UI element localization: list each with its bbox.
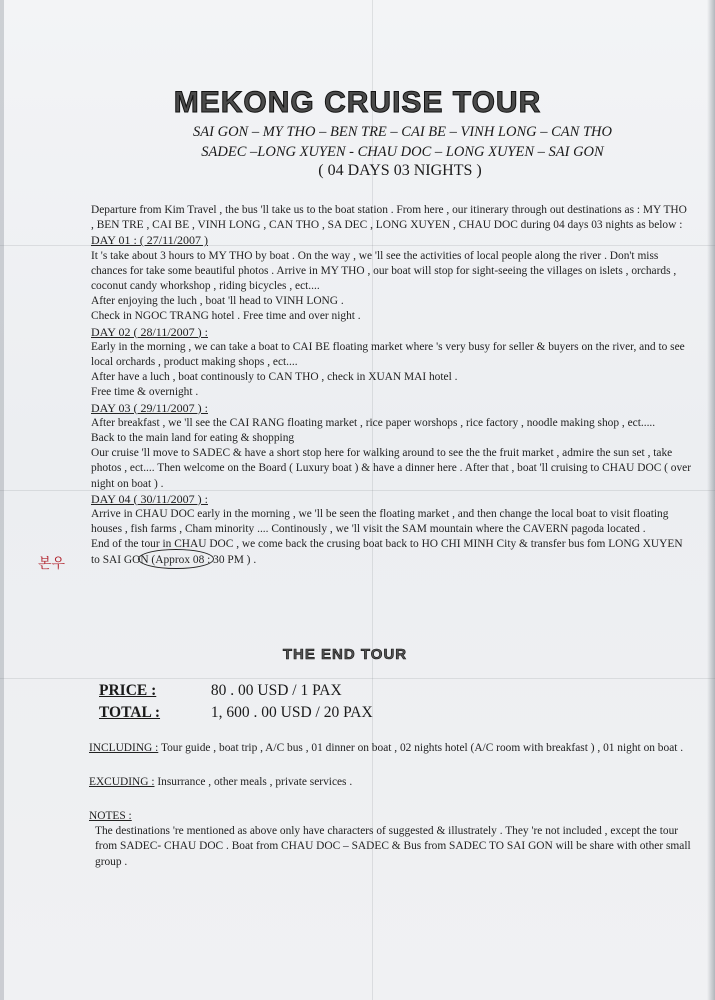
- price-row: [99, 682, 342, 700]
- price-label: PRICE :: [99, 682, 157, 699]
- excluding-text: Insurrance , other meals , private services .: [157, 776, 353, 788]
- day-3-line: After breakfast , we 'll see the CAI RANG floating market , rice paper worshops , rice factory , noodle making shop , ect.....: [91, 416, 656, 429]
- day-1-heading: DAY 01 : ( 27/11/2007 ): [91, 233, 208, 248]
- day-4-heading: DAY 04 ( 30/11/2007 ) :: [91, 491, 208, 506]
- day-2-line: After have a luch , boat continously to CAN THO , check in XUAN MAI hotel .: [91, 371, 458, 384]
- route-line-1: SAI GON – MY THO – BEN TRE – CAI BE – VINH LONG – CAN THO: [193, 124, 612, 140]
- day-1-line: After enjoying the luch , boat 'll head to VINH LONG .: [91, 295, 344, 308]
- intro-paragraph: Departure from Kim Travel , the bus 'll take us to the boat station . From here , our itinerary through out destinations as : MY THO , BEN TRE , CAI BE , VINH LONG , CAN THO , SA DEC , LONG XUYEN , CHAU DOC during 04 days 03 nights as below :: [91, 204, 687, 232]
- duration: ( 04 DAYS 03 NIGHTS ): [318, 162, 482, 179]
- notes-label: NOTES :: [89, 810, 132, 822]
- excluding-label: EXCUDING :: [89, 776, 155, 788]
- day-3-heading: DAY 03 ( 29/11/2007 ) :: [91, 400, 208, 415]
- notes-text: The destinations 're mentioned as above only have characters of suggested & illustrately . They 're not included , except the tour from SADEC- CHAU DOC . Boat from CHAU DOC – SADEC & Bus from SADEC TO SAI GON will be share with other small group .: [95, 825, 691, 868]
- day-1-line: Check in NGOC TRANG hotel . Free time and over night .: [91, 310, 361, 323]
- document-title: MEKONG CRUISE TOUR: [173, 86, 542, 119]
- itinerary-body: [91, 203, 691, 568]
- handwritten-margin-note: 본우: [38, 556, 66, 572]
- including-label: INCLUDING :: [89, 742, 159, 754]
- total-row: [99, 704, 373, 722]
- day-2-line: Early in the morning , we can take a boat to CAI BE floating market where 's very busy for seller & buyers on the river, and to see local orchards , product making shops , ect....: [91, 340, 685, 369]
- notes-section: [89, 809, 694, 870]
- day-3-line: Our cruise 'll move to SADEC & have a short stop here for walking around to see the the fruit market , admire the sun set , take photos , ect.... Then welcome on the Board ( Luxury boat ) & have a dinner here . After that , boat 'll cruising to CHAU DOC ( over night on boat ) .: [91, 447, 692, 490]
- day-4-line: Arrive in CHAU DOC early in the morning , we 'll be seen the floating market , and then change the local boat to visit floating houses , fish farms , Cham minority .... Continously , we 'll visit the SAM mountain where the CAVERN pagoda located .: [91, 508, 669, 536]
- handwritten-circle-mark: [138, 549, 214, 569]
- day-1-line: It 's take about 3 hours to MY THO by boat . On the way , we 'll see the activities of local people along the river . Don't miss chances for take some beautiful photos . Arrive in MY THO , our boat will stop for sight-seeing the villages on islets , orchards , coconut candy whorkshop , riding bicycles , ect....: [91, 249, 677, 293]
- route-line-2: SADEC –LONG XUYEN - CHAU DOC – LONG XUYEN – SAI GON: [201, 144, 604, 160]
- total-label: TOTAL :: [99, 704, 161, 721]
- including-section: [89, 741, 694, 756]
- end-tour-banner: THE END TOUR: [282, 646, 408, 663]
- price-value: 80 . 00 USD / 1 PAX: [210, 682, 342, 699]
- day-2-line: Free time & overnight .: [91, 386, 199, 399]
- total-value: 1, 600 . 00 USD / 20 PAX: [210, 704, 373, 721]
- excluding-section: [89, 775, 694, 790]
- day-3-line: Back to the main land for eating & shopping: [91, 432, 295, 445]
- including-text: Tour guide , boat trip , A/C bus , 01 dinner on boat , 02 nights hotel (A/C room with breakfast ) , 01 night on boat .: [160, 742, 684, 754]
- day-4-line: End of the tour in CHAU DOC , we come back the crusing boat back to HO CHI MINH City & transfer bus fom LONG XUYEN to SAI GON (Approx 08 : 30 PM ) .: [91, 538, 683, 566]
- fold-line: [0, 678, 715, 679]
- day-2-heading: DAY 02 ( 28/11/2007 ) :: [91, 324, 208, 339]
